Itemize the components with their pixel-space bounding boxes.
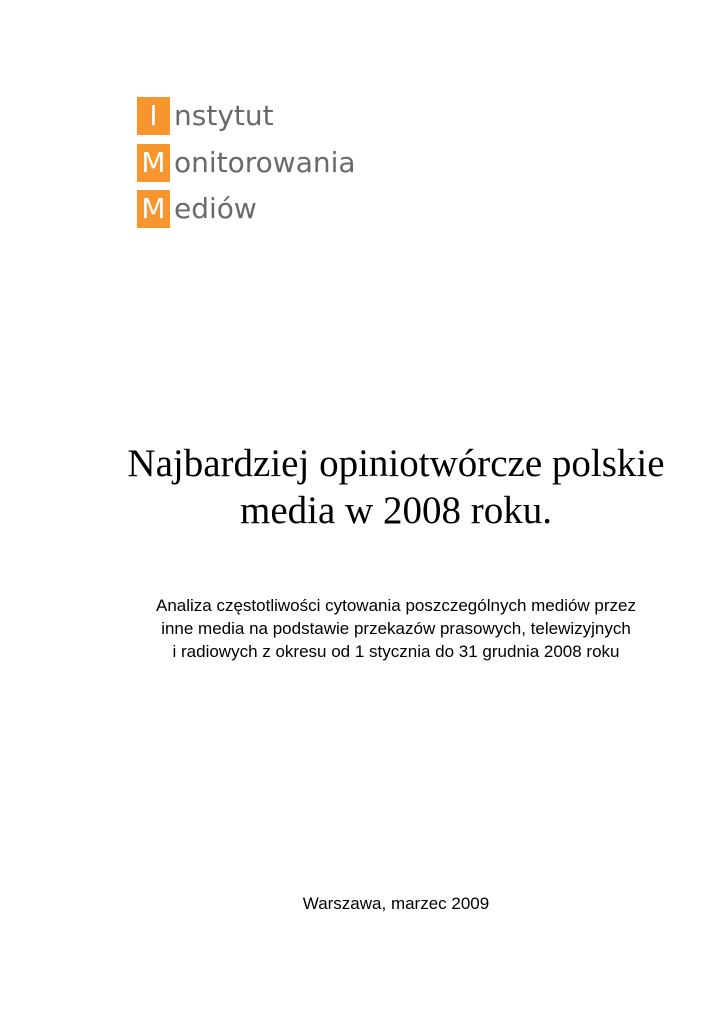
place-and-date: Warszawa, marzec 2009 — [302, 894, 490, 913]
imm-logo — [137, 97, 397, 229]
logo-word-rest: ediów — [174, 192, 257, 225]
subtitle-line: i radiowych z okresu od 1 stycznia do 31 grudnia 2008 roku — [172, 642, 620, 661]
document-title — [0, 440, 724, 534]
subtitle-line: Analiza częstotliwości cytowania poszczególnych mediów przez — [156, 596, 636, 615]
logo-word-rest: onitorowania — [174, 146, 356, 179]
logo-letter-box: I — [137, 97, 170, 135]
subtitle-line: inne media na podstawie przekazów prasowych, telewizyjnych — [161, 619, 631, 638]
logo-row-instytut — [137, 97, 274, 135]
logo-letter-box: M — [137, 144, 170, 182]
document-subtitle — [0, 594, 724, 663]
title-line: media w 2008 roku. — [240, 489, 552, 532]
logo-letter-box: M — [137, 190, 170, 228]
title-line: Najbardziej opiniotwórcze polskie — [127, 442, 665, 485]
logo-word-rest: nstytut — [174, 99, 274, 132]
logo-row-monitorowania — [137, 144, 356, 182]
logo-row-mediow — [137, 190, 257, 228]
